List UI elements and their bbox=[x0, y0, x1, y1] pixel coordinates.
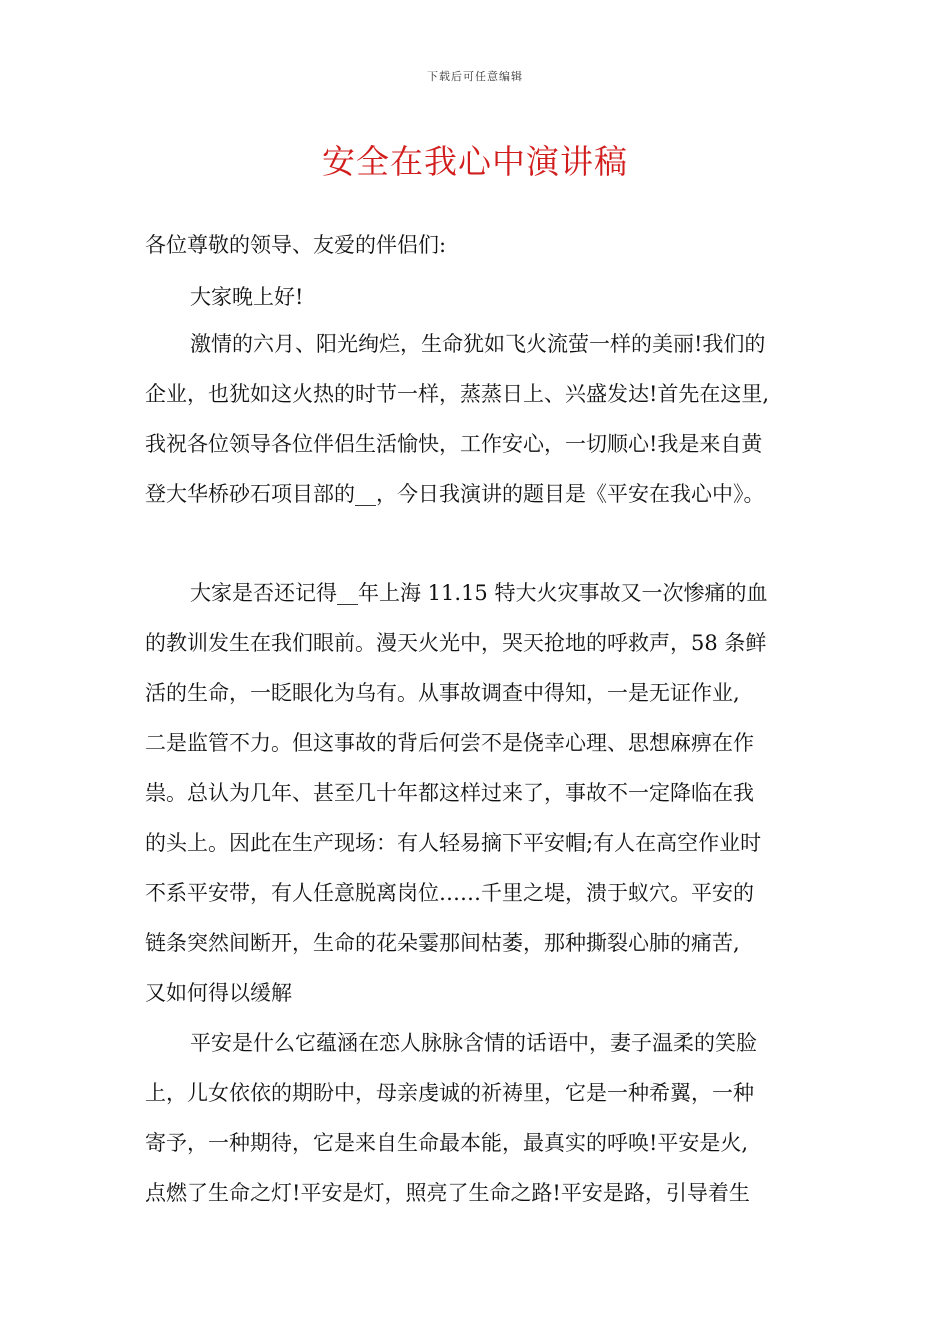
paragraph-line: 祟。总认为几年、甚至几十年都这样过来了，事故不一定降临在我 bbox=[145, 781, 754, 805]
document-title: 安全在我心中演讲稿 bbox=[322, 142, 628, 181]
paragraph-line: 不系平安带，有人任意脱离岗位……千里之堤，溃于蚁穴。平安的 bbox=[145, 881, 754, 905]
greeting-line: 大家晚上好! bbox=[190, 285, 304, 309]
paragraph-line: 我祝各位领导各位伴侣生活愉快，工作安心，一切顺心!我是来自黄 bbox=[145, 432, 763, 456]
paragraph-line: 寄予，一种期待，它是来自生命最本能，最真实的呼唤!平安是火, bbox=[145, 1131, 749, 1155]
paragraph-line: 的教训发生在我们眼前。漫天火光中，哭天抢地的呼救声，58 条鲜 bbox=[145, 631, 767, 655]
paragraph-line: 活的生命，一眨眼化为乌有。从事故调查中得知，一是无证作业, bbox=[145, 681, 740, 705]
page-header: 下载后可任意编辑 bbox=[427, 70, 523, 83]
paragraph-line: 链条突然间断开，生命的花朵霎那间枯萎，那种撕裂心肺的痛苦, bbox=[145, 931, 740, 955]
paragraph-line: 企业，也犹如这火热的时节一样，蒸蒸日上、兴盛发达!首先在这里, bbox=[145, 382, 770, 406]
paragraph-line: 点燃了生命之灯!平安是灯，照亮了生命之路!平安是路，引导着生 bbox=[145, 1181, 750, 1205]
paragraph-line: 上，儿女依依的期盼中，母亲虔诚的祈祷里，它是一种希翼，一种 bbox=[145, 1081, 754, 1105]
paragraph-line: 激情的六月、阳光绚烂，生命犹如飞火流萤一样的美丽!我们的 bbox=[190, 332, 766, 356]
paragraph-line: 平安是什么它蕴涵在恋人脉脉含情的话语中，妻子温柔的笑脸 bbox=[190, 1031, 757, 1055]
paragraph-line: 的头上。因此在生产现场：有人轻易摘下平安帽;有人在高空作业时 bbox=[145, 831, 762, 855]
salutation-line: 各位尊敬的领导、友爱的伴侣们: bbox=[145, 233, 447, 257]
paragraph-line: 登大华桥砂石项目部的__，今日我演讲的题目是《平安在我心中》。 bbox=[145, 482, 765, 506]
paragraph-line: 二是监管不力。但这事故的背后何尝不是侥幸心理、思想麻痹在作 bbox=[145, 731, 754, 755]
paragraph-line: 大家是否还记得__年上海 11.15 特大火灾事故又一次惨痛的血 bbox=[190, 581, 768, 605]
paragraph-line: 又如何得以缓解 bbox=[145, 981, 292, 1005]
